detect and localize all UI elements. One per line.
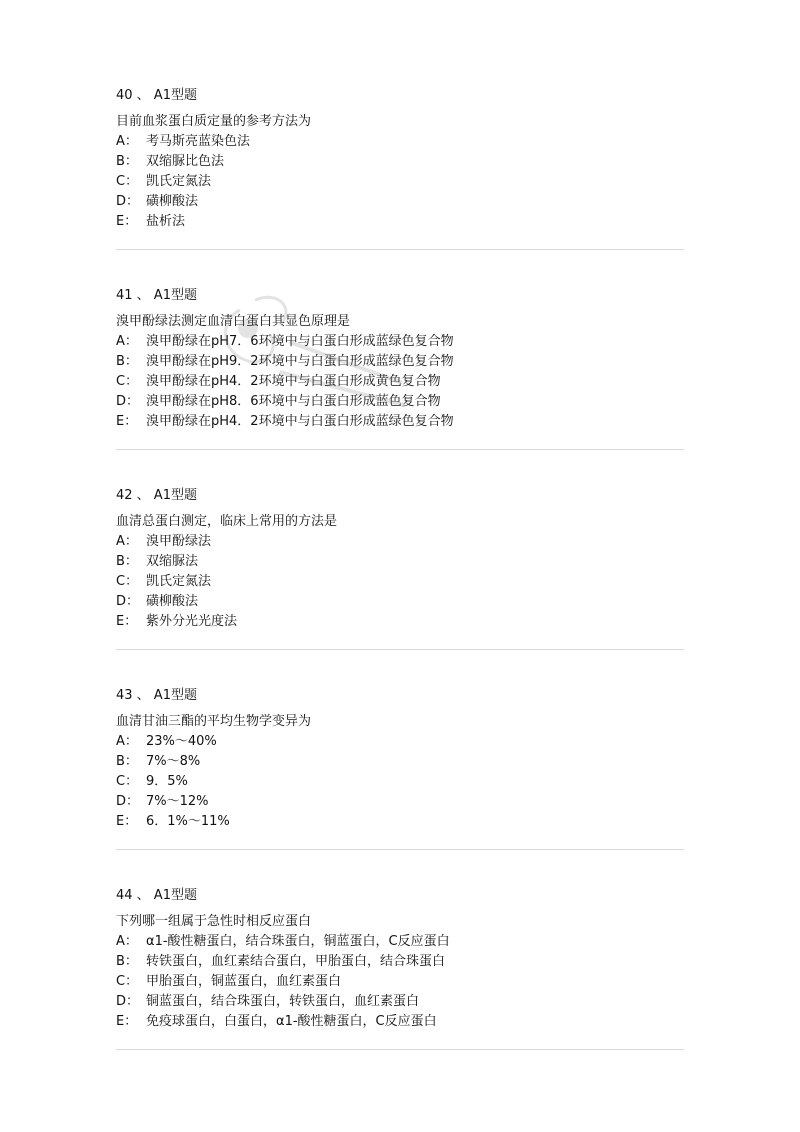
option-a	[116, 332, 684, 352]
option-text: 溴甲酚绿在pH9．2环境中与白蛋白形成蓝绿色复合物	[146, 354, 454, 369]
option-letter: C：	[116, 974, 139, 989]
question-41	[116, 286, 684, 432]
option-text: 紫外分光光度法	[146, 614, 238, 629]
option-letter: A：	[116, 934, 138, 949]
option-text: 凯氏定氮法	[146, 574, 212, 589]
option-d	[116, 592, 684, 612]
question-43	[116, 686, 684, 832]
option-b	[116, 352, 684, 372]
question-divider	[116, 449, 684, 450]
option-b	[116, 952, 684, 972]
question-divider	[116, 649, 684, 650]
option-text: 溴甲酚绿在pH8．6环境中与白蛋白形成蓝色复合物	[146, 394, 441, 409]
option-letter: E：	[116, 814, 138, 829]
option-letter: B：	[116, 954, 138, 969]
option-e	[116, 412, 684, 432]
question-42	[116, 486, 684, 632]
option-d	[116, 392, 684, 412]
option-text: 双缩脲法	[146, 554, 199, 569]
option-letter: A：	[116, 134, 138, 149]
option-b	[116, 152, 684, 172]
option-b	[116, 552, 684, 572]
option-text: 溴甲酚绿在pH4．2环境中与白蛋白形成黄色复合物	[146, 374, 441, 389]
question-stem: 血清甘油三酯的平均生物学变异为	[116, 714, 312, 729]
option-text: 双缩脲比色法	[146, 154, 225, 169]
option-letter: E：	[116, 414, 138, 429]
question-divider	[116, 249, 684, 250]
option-letter: A：	[116, 334, 138, 349]
question-header: 43 、 A1型题	[116, 688, 197, 703]
option-text: 磺柳酸法	[146, 194, 199, 209]
option-e	[116, 612, 684, 632]
option-letter: C：	[116, 574, 139, 589]
option-text: 9．5%	[146, 774, 188, 789]
option-letter: B：	[116, 754, 138, 769]
question-header: 42 、 A1型题	[116, 488, 197, 503]
question-40	[116, 86, 684, 232]
option-letter: D：	[116, 994, 140, 1009]
option-c	[116, 772, 684, 792]
option-d	[116, 992, 684, 1012]
option-letter: A：	[116, 534, 138, 549]
option-text: 磺柳酸法	[146, 594, 199, 609]
question-44	[116, 886, 684, 1032]
option-text: 23%～40%	[146, 734, 217, 749]
option-text: 考马斯亮蓝染色法	[146, 134, 251, 149]
option-letter: D：	[116, 394, 140, 409]
option-e	[116, 212, 684, 232]
question-header: 41 、 A1型题	[116, 288, 197, 303]
question-header: 44 、 A1型题	[116, 888, 197, 903]
option-e	[116, 1012, 684, 1032]
option-a	[116, 732, 684, 752]
option-d	[116, 192, 684, 212]
option-c	[116, 372, 684, 392]
option-letter: A：	[116, 734, 138, 749]
question-stem: 下列哪一组属于急性时相反应蛋白	[116, 914, 312, 929]
option-a	[116, 932, 684, 952]
option-letter: C：	[116, 374, 139, 389]
option-letter: B：	[116, 354, 138, 369]
option-letter: E：	[116, 614, 138, 629]
option-text: 7%～12%	[146, 794, 209, 809]
option-text: 转铁蛋白，血红素结合蛋白，甲胎蛋白，结合珠蛋白	[146, 954, 446, 969]
option-letter: D：	[116, 594, 140, 609]
question-stem: 溴甲酚绿法测定血清白蛋白其显色原理是	[116, 314, 351, 329]
option-text: 溴甲酚绿在pH7．6环境中与白蛋白形成蓝绿色复合物	[146, 334, 454, 349]
option-letter: D：	[116, 194, 140, 209]
question-header: 40 、 A1型题	[116, 88, 197, 103]
option-letter: D：	[116, 794, 140, 809]
option-d	[116, 792, 684, 812]
option-b	[116, 752, 684, 772]
option-text: 6．1%～11%	[146, 814, 230, 829]
option-letter: E：	[116, 1014, 138, 1029]
option-text: 免疫球蛋白，白蛋白，α1-酸性糖蛋白，C反应蛋白	[146, 1014, 437, 1029]
option-letter: E：	[116, 214, 138, 229]
option-c	[116, 572, 684, 592]
option-letter: C：	[116, 174, 139, 189]
option-c	[116, 172, 684, 192]
question-stem: 目前血浆蛋白质定量的参考方法为	[116, 114, 312, 129]
question-divider	[116, 1049, 684, 1050]
option-text: 7%～8%	[146, 754, 201, 769]
option-text: 盐析法	[146, 214, 186, 229]
option-text: 溴甲酚绿在pH4．2环境中与白蛋白形成蓝绿色复合物	[146, 414, 454, 429]
option-e	[116, 812, 684, 832]
option-a	[116, 532, 684, 552]
option-c	[116, 972, 684, 992]
option-letter: B：	[116, 154, 138, 169]
option-a	[116, 132, 684, 152]
option-text: 溴甲酚绿法	[146, 534, 212, 549]
option-text: 铜蓝蛋白，结合珠蛋白，转铁蛋白，血红素蛋白	[146, 994, 420, 1009]
question-divider	[116, 849, 684, 850]
question-stem: 血清总蛋白测定，临床上常用的方法是	[116, 514, 338, 529]
option-letter: C：	[116, 774, 139, 789]
option-text: α1-酸性糖蛋白，结合珠蛋白，铜蓝蛋白，C反应蛋白	[146, 934, 450, 949]
option-text: 甲胎蛋白，铜蓝蛋白，血红素蛋白	[146, 974, 342, 989]
option-text: 凯氏定氮法	[146, 174, 212, 189]
option-letter: B：	[116, 554, 138, 569]
